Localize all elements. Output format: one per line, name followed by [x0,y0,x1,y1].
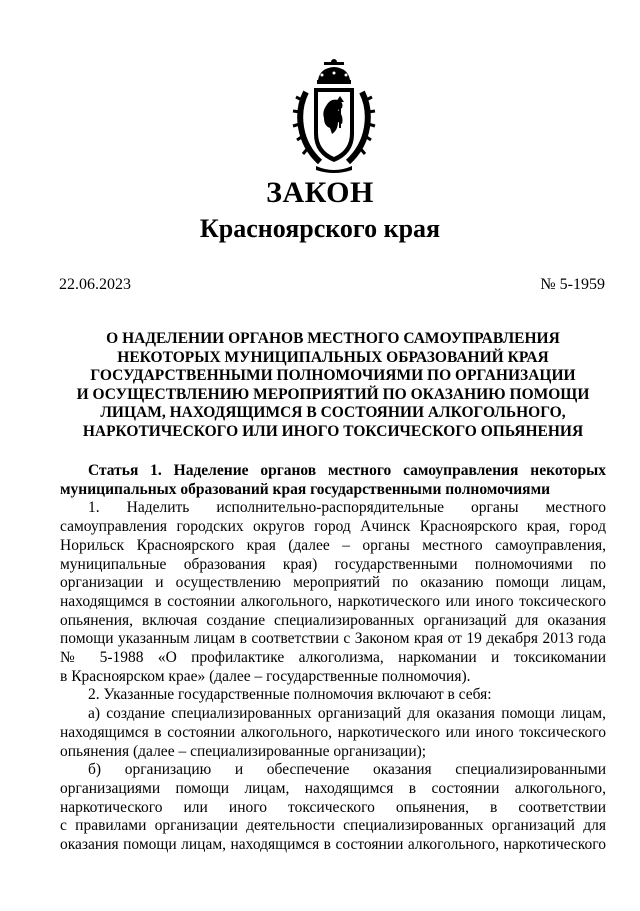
document-title: ЗАКОН [266,176,374,209]
body-text-line: Норильск Красноярского края (далее – органы местного самоуправления, [60,536,606,554]
body-text-line: опьянения (далее – специализированные организации); [60,742,427,760]
body-text-line: находящимся в состоянии алкогольного, наркотического или иного токсического [60,592,606,610]
body-text-line: наркотического или иного токсического опьянения, в соответствии [60,798,606,816]
heading-line: О НАДЕЛЕНИИ ОРГАНОВ МЕСТНОГО САМОУПРАВЛЕНИЯ [106,330,560,347]
body-text-line: 1. Наделить исполнительно-распорядительные органы местного [88,499,606,517]
body-text-line: с правилами организации деятельности специализированных организаций для [60,817,606,835]
heading-line: НАРКОТИЧЕСКОГО ИЛИ ИНОГО ТОКСИЧЕСКОГО ОПЬЯНЕНИЯ [82,422,584,440]
body-text-line: а) создание специализированных организаций для оказания помощи лицам, [88,705,606,723]
body-text-line: оказания помощи лицам, находящимся в состоянии алкогольного, наркотического [60,836,606,854]
body-text-line: № 5-1988 «О профилактике алкоголизма, наркомании и токсикомании [60,649,606,667]
body-text-line: находящимся в состоянии алкогольного, наркотического или иного токсического [60,723,606,741]
heading-line: ГОСУДАРСТВЕННЫМИ ПОЛНОМОЧИЯМИ ПО ОРГАНИЗАЦИИ [90,367,576,385]
body-text-line: опьянения, включая создание специализированных организаций для оказания [60,611,606,629]
document-subtitle: Красноярского края [199,214,441,243]
body-text-line: в Красноярском крае» (далее – государственные полномочия). [60,667,471,685]
article-title-line: муниципальных образований края государственными полномочиями [60,480,551,498]
document-date: 22.06.2023 [59,276,131,293]
body-text-line: 2. Указанные государственные полномочия включают в себя: [88,686,492,704]
law-body [60,462,606,855]
body-text-line: муниципальные образования края) государственными полномочиями по [60,555,606,573]
body-text-line: б) организацию и обеспечение оказания специализированными [88,761,606,779]
heading-line: ЛИЦАМ, НАХОДЯЩИМСЯ В СОСТОЯНИИ АЛКОГОЛЬНОГО, [100,404,566,422]
law-heading [60,330,606,442]
body-text-line: организациями помощи лицам, находящимся в состоянии алкогольного, [60,779,606,797]
body-text-line: организации и осуществлению мероприятий по оказанию помощи лицам, [60,574,606,592]
article-title-line: Статья 1. Наделение органов местного самоуправления некоторых [88,462,606,479]
document-number: № 5-1959 [540,276,605,293]
coat-of-arms-icon [290,58,378,176]
heading-line: НЕКОТОРЫХ МУНИЦИПАЛЬНЫХ ОБРАЗОВАНИЙ КРАЯ [117,348,549,366]
heading-line: И ОСУЩЕСТВЛЕНИЮ МЕРОПРИЯТИЙ ПО ОКАЗАНИЮ ПОМОЩИ [76,385,590,403]
body-text-line: самоуправления городских округов город Ачинск Красноярского края, город [60,518,606,536]
body-text-line: помощи указанным лицам в соответствии с Законом края от 19 декабря 2013 года [60,630,606,648]
